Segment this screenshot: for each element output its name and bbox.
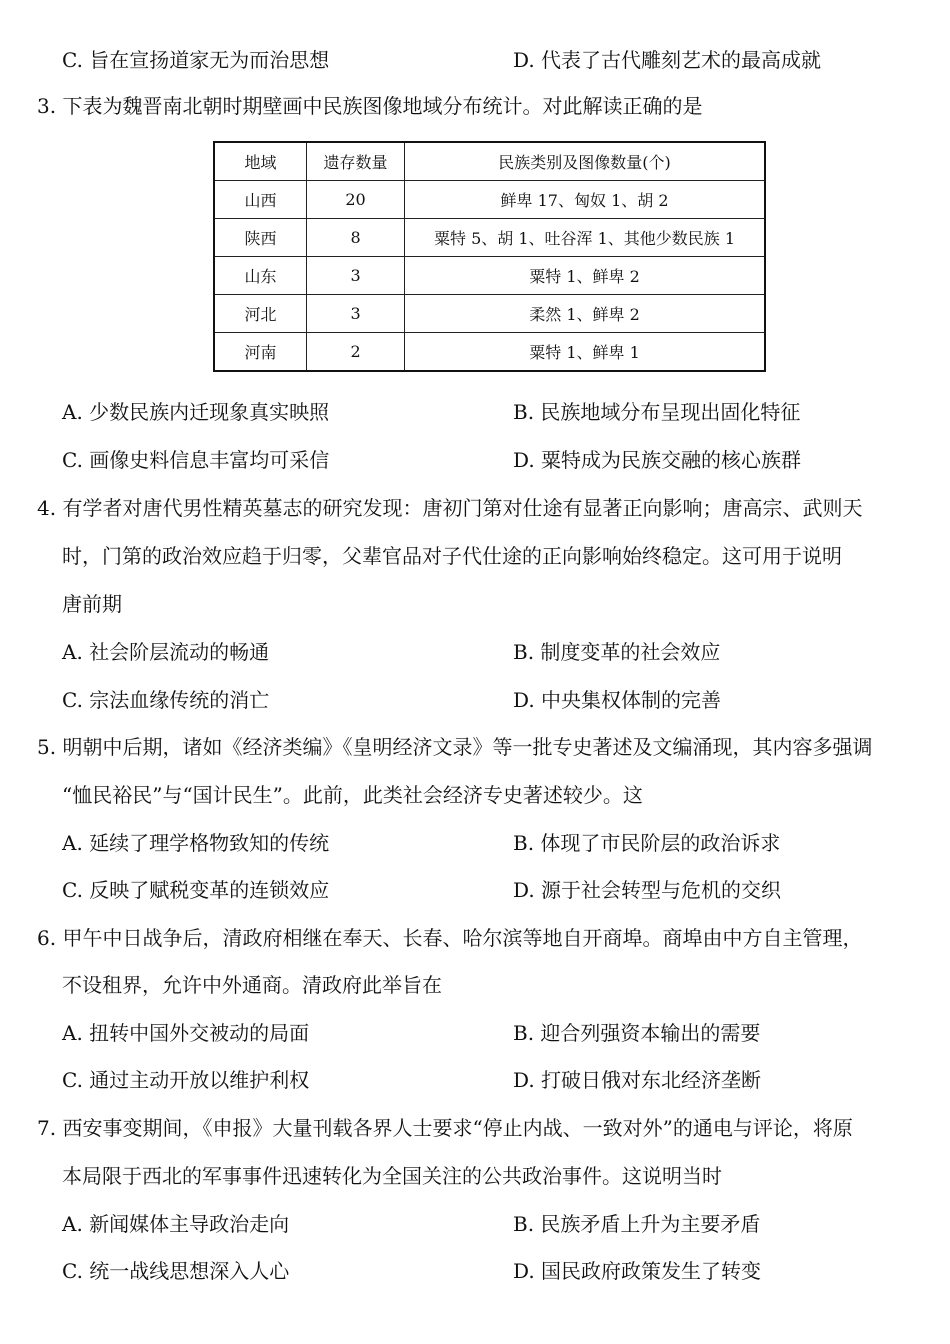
q5-option-a: A. 延续了理学格物致知的传统 xyxy=(62,831,330,855)
cell-region: 河南 xyxy=(214,333,307,372)
q6-option-b: B. 迎合列强资本输出的需要 xyxy=(513,1021,761,1045)
q4-stem-line-2: 时，门第的政治效应趋于归零，父辈官品对子代仕途的正向影响始终稳定。这可用于说明 xyxy=(62,544,842,568)
cell-count: 2 xyxy=(307,333,405,372)
q7-stem-line-1: 7. 西安事变期间，《申报》大量刊载各界人士要求“停止内战、一致对外”的通电与评论，将原 xyxy=(37,1116,853,1140)
q5-option-d: D. 源于社会转型与危机的交织 xyxy=(513,878,782,902)
q4-stem-line-1: 4. 有学者对唐代男性精英墓志的研究发现：唐初门第对仕途有显著正向影响；唐高宗、武则天 xyxy=(37,496,863,520)
table-row xyxy=(214,333,765,372)
q7-option-c: C. 统一战线思想深入人心 xyxy=(62,1259,290,1283)
q6-option-a: A. 扭转中国外交被动的局面 xyxy=(62,1021,310,1045)
q3-statistics-table xyxy=(213,141,766,372)
q3-option-c: C. 画像史料信息丰富均可采信 xyxy=(62,448,330,472)
q6-stem-line-1: 6. 甲午中日战争后，清政府相继在奉天、长春、哈尔滨等地自开商埠。商埠由中方自主管理， xyxy=(37,926,863,950)
q4-stem-line-3: 唐前期 xyxy=(62,592,122,616)
q7-stem-line-2: 本局限于西北的军事事件迅速转化为全国关注的公共政治事件。这说明当时 xyxy=(62,1164,722,1188)
q4-option-c: C. 宗法血缘传统的消亡 xyxy=(62,688,270,712)
q5-stem-line-2: “恤民裕民”与“国计民生”。此前，此类社会经济专史著述较少。这 xyxy=(62,783,643,807)
cell-count: 3 xyxy=(307,257,405,295)
q4-option-b: B. 制度变革的社会效应 xyxy=(513,640,721,664)
table-row xyxy=(214,219,765,257)
cell-region: 陕西 xyxy=(214,219,307,257)
header-count: 遗存数量 xyxy=(307,142,405,181)
q3-option-d: D. 粟特成为民族交融的核心族群 xyxy=(513,448,802,472)
q5-option-b: B. 体现了市民阶层的政治诉求 xyxy=(513,831,781,855)
cell-groups: 粟特 1、鲜卑 1 xyxy=(405,333,765,372)
q4-option-a: A. 社会阶层流动的畅通 xyxy=(62,640,270,664)
cell-groups: 粟特 1、鲜卑 2 xyxy=(405,257,765,295)
cell-groups: 粟特 5、胡 1、吐谷浑 1、其他少数民族 1 xyxy=(405,219,765,257)
table-row xyxy=(214,257,765,295)
q2-option-c: C. 旨在宣扬道家无为而治思想 xyxy=(62,48,330,72)
q6-option-d: D. 打破日俄对东北经济垄断 xyxy=(513,1068,762,1092)
header-region: 地域 xyxy=(214,142,307,181)
cell-region: 山西 xyxy=(214,181,307,219)
q6-option-c: C. 通过主动开放以维护利权 xyxy=(62,1068,310,1092)
q7-option-d: D. 国民政府政策发生了转变 xyxy=(513,1259,762,1283)
q7-option-a: A. 新闻媒体主导政治走向 xyxy=(62,1212,290,1236)
q4-option-d: D. 中央集权体制的完善 xyxy=(513,688,722,712)
cell-count: 20 xyxy=(307,181,405,219)
header-ethnic-groups: 民族类别及图像数量(个) xyxy=(405,142,765,181)
q7-option-b: B. 民族矛盾上升为主要矛盾 xyxy=(513,1212,761,1236)
table-row xyxy=(214,181,765,219)
q3-stem: 3. 下表为魏晋南北朝时期壁画中民族图像地域分布统计。对此解读正确的是 xyxy=(37,94,703,118)
cell-groups: 鲜卑 17、匈奴 1、胡 2 xyxy=(405,181,765,219)
cell-count: 3 xyxy=(307,295,405,333)
q3-option-b: B. 民族地域分布呈现出固化特征 xyxy=(513,400,801,424)
cell-region: 山东 xyxy=(214,257,307,295)
cell-groups: 柔然 1、鲜卑 2 xyxy=(405,295,765,333)
table-row xyxy=(214,295,765,333)
q3-option-a: A. 少数民族内迁现象真实映照 xyxy=(62,400,330,424)
cell-count: 8 xyxy=(307,219,405,257)
table-header-row xyxy=(214,142,765,181)
q5-option-c: C. 反映了赋税变革的连锁效应 xyxy=(62,878,330,902)
q6-stem-line-2: 不设租界，允许中外通商。清政府此举旨在 xyxy=(62,973,442,997)
q2-option-d: D. 代表了古代雕刻艺术的最高成就 xyxy=(513,48,822,72)
q5-stem-line-1: 5. 明朝中后期，诸如《经济类编》《皇明经济文录》等一批专史著述及文编涌现，其内容多强调 xyxy=(37,735,873,759)
cell-region: 河北 xyxy=(214,295,307,333)
